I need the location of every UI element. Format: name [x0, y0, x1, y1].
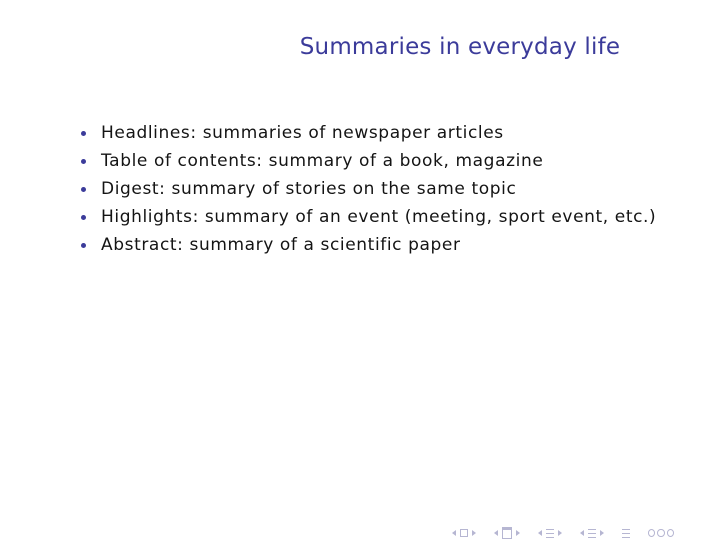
bullet-icon [81, 187, 86, 192]
next-frame-icon[interactable] [516, 530, 520, 536]
bullet-text: Digest: summary of stories on the same topic [101, 179, 517, 199]
bullet-icon [81, 243, 86, 248]
list-item [73, 203, 713, 231]
next-subsection-icon[interactable] [558, 530, 562, 536]
section-icon[interactable] [546, 529, 554, 538]
beamer-navigation-bar [452, 526, 674, 540]
next-section-icon[interactable] [600, 530, 604, 536]
align-icon[interactable] [622, 529, 630, 538]
bullet-icon [81, 131, 86, 136]
next-slide-icon[interactable] [472, 530, 476, 536]
bullet-text: Abstract: summary of a scientific paper [101, 235, 461, 255]
prev-subsection-icon[interactable] [538, 530, 542, 536]
frame-icon[interactable] [460, 529, 468, 537]
presentation-icon[interactable] [588, 529, 596, 538]
frame-title: Summaries in everyday life [299, 34, 621, 60]
subsection-icon[interactable] [502, 527, 512, 539]
prev-frame-icon[interactable] [494, 530, 498, 536]
bullet-text: Headlines: summaries of newspaper articles [101, 123, 504, 143]
prev-slide-icon[interactable] [452, 530, 456, 536]
search-icon[interactable] [648, 529, 674, 537]
bullet-icon [81, 215, 86, 220]
list-item [73, 175, 713, 203]
bullet-text: Table of contents: summary of a book, magazine [101, 151, 544, 171]
list-item [73, 231, 713, 259]
prev-section-icon[interactable] [580, 530, 584, 536]
bullet-icon [81, 159, 86, 164]
list-item [73, 147, 713, 175]
bullet-text: Highlights: summary of an event (meeting, sport event, etc.) [101, 207, 657, 227]
list-item [73, 119, 713, 147]
bullet-list [73, 119, 713, 259]
